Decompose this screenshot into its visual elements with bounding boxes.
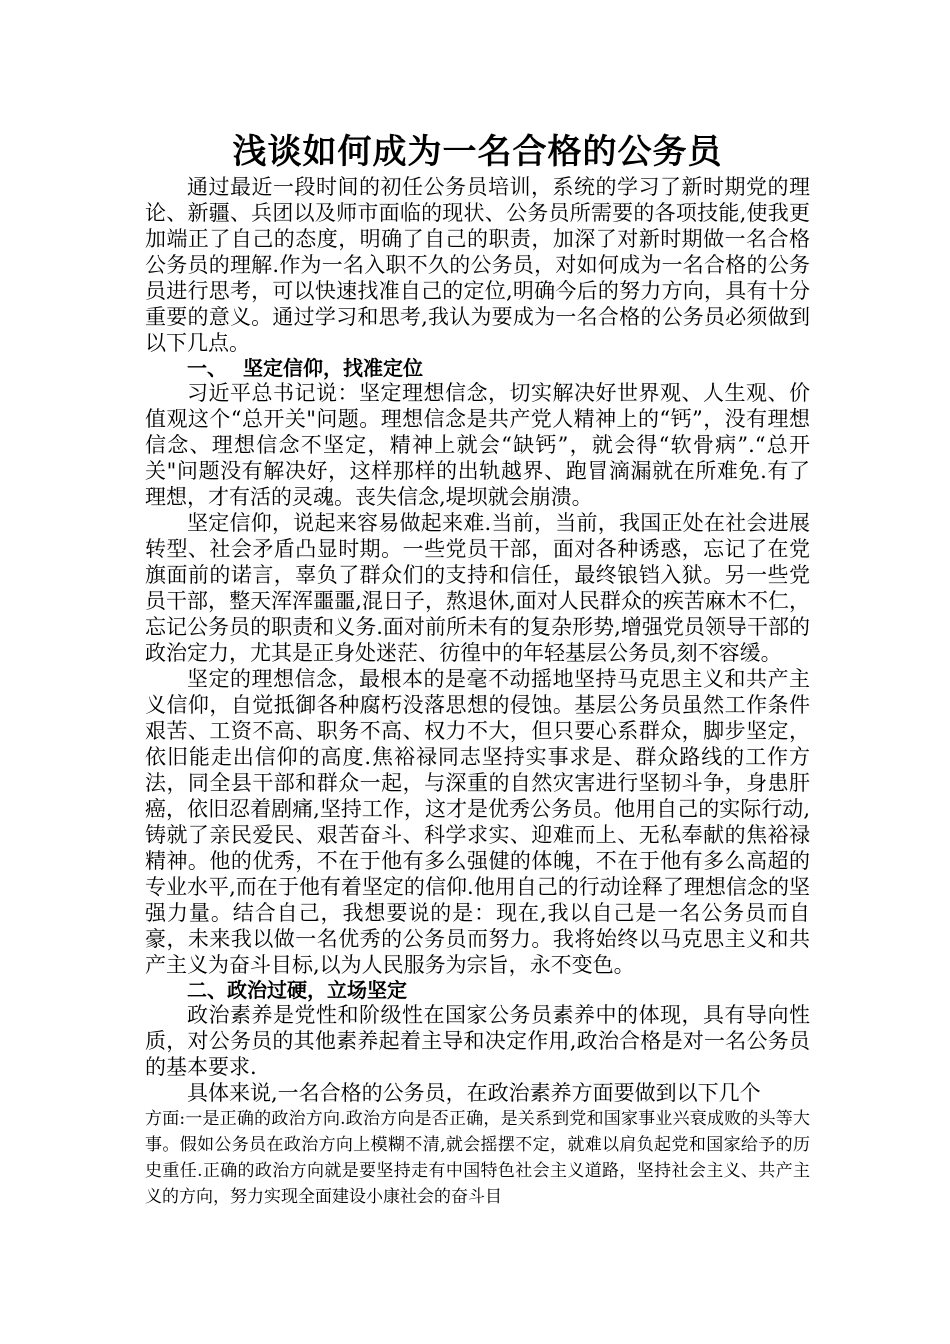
section2-paragraph-2-lead: 具体来说,一名合格的公务员，在政治素养方面要做到以下几个 xyxy=(187,1081,761,1105)
section1-paragraph-2: 坚定信仰，说起来容易做起来难.当前，当前，我国正处在社会进展转型、社会矛盾凸显时期。一些党员干部，面对各种诱惑，忘记了在党旗面前的诺言，辜负了群众们的支持和信任，最终锒铛入狱。另一些党员干部，整天浑浑噩噩,混日子，熬退休,面对人民群众的疾苦麻木不仁，忘记公务员的职责和义务.面对前所未有的复杂形势,增强党员领导干部的政治定力，尤其是正身处迷茫、彷徨中的年轻基层公务员,刻不容缓。 xyxy=(145,511,810,665)
document-title: 浅谈如何成为一名合格的公务员 xyxy=(232,132,723,172)
section2-paragraph-2-body: 方面:一是正确的政治方向.政治方向是否正确，是关系到党和国家事业兴衰成败的头等大事。假如公务员在政治方向上模糊不清,就会摇摆不定，就难以肩负起党和国家给予的历史重任.正确的政治方向就是要坚持走有中国特色社会主义道路，坚持社会主义、共产主义的方向，努力实现全面建设小康社会的奋斗目 xyxy=(145,1109,810,1207)
section1-paragraph-1: 习近平总书记说：坚定理想信念，切实解决好世界观、人生观、价值观这个“总开关"问题。理想信念是共产党人精神上的“钙”，没有理想信念、理想信念不坚定，精神上就会“缺钙”，就会得“软骨病”.“总开关"问题没有解决好，这样那样的出轨越界、跑冒滴漏就在所难免.有了理想，才有活的灵魂。丧失信念,堤坝就会崩溃。 xyxy=(145,381,810,509)
section1-paragraph-3: 坚定的理想信念，最根本的是毫不动摇地坚持马克思主义和共产主义信仰，自觉抵御各种腐朽没落思想的侵蚀。基层公务员虽然工作条件艰苦、工资不高、职务不高、权力不大，但只要心系群众，脚步坚定，依旧能走出信仰的高度.焦裕禄同志坚持实事求是、群众路线的工作方法，同全县干部和群众一起，与深重的自然灾害进行坚韧斗争，身患肝癌，依旧忍着剧痛,坚持工作，这才是优秀公务员。他用自己的实际行动,铸就了亲民爱民、艰苦奋斗、科学求实、迎难而上、无私奉献的焦裕禄精神。他的优秀，不在于他有多么强健的体魄，不在于他有多么高超的专业水平,而在于他有着坚定的信仰.他用自己的行动诠释了理想信念的坚强力量。结合自己，我想要说的是：现在,我以自己是一名公务员而自豪，未来我以做一名优秀的公务员而努力。我将始终以马克思主义和共产主义为奋斗目标,以为人民服务为宗旨，永不变色。 xyxy=(145,667,810,977)
section-heading-2: 二、政治过硬，立场坚定 xyxy=(187,978,407,1002)
section-heading-1 xyxy=(145,356,810,380)
section2-paragraph-1: 政治素养是党性和阶级性在国家公务员素养中的体现，具有导向性质，对公务员的其他素养起着主导和决定作用,政治合格是对一名公务员的基本要求. xyxy=(145,1003,810,1079)
document-body xyxy=(145,132,810,1210)
section-number-1: 一、 xyxy=(187,356,227,380)
section-title-1: 坚定信仰，找准定位 xyxy=(243,356,423,380)
intro-paragraph: 通过最近一段时间的初任公务员培训，系统的学习了新时期党的理论、新疆、兵团以及师市面临的现状、公务员所需要的各项技能,使我更加端正了自己的态度，明确了自己的职责，加深了对新时期做一名合格公务员的理解.作为一名入职不久的公务员，对如何成为一名合格的公务员进行思考，可以快速找准自己的定位,明确今后的努力方向，具有十分重要的意义。通过学习和思考,我认为要成为一名合格的公务员必须做到以下几点。 xyxy=(145,175,810,355)
